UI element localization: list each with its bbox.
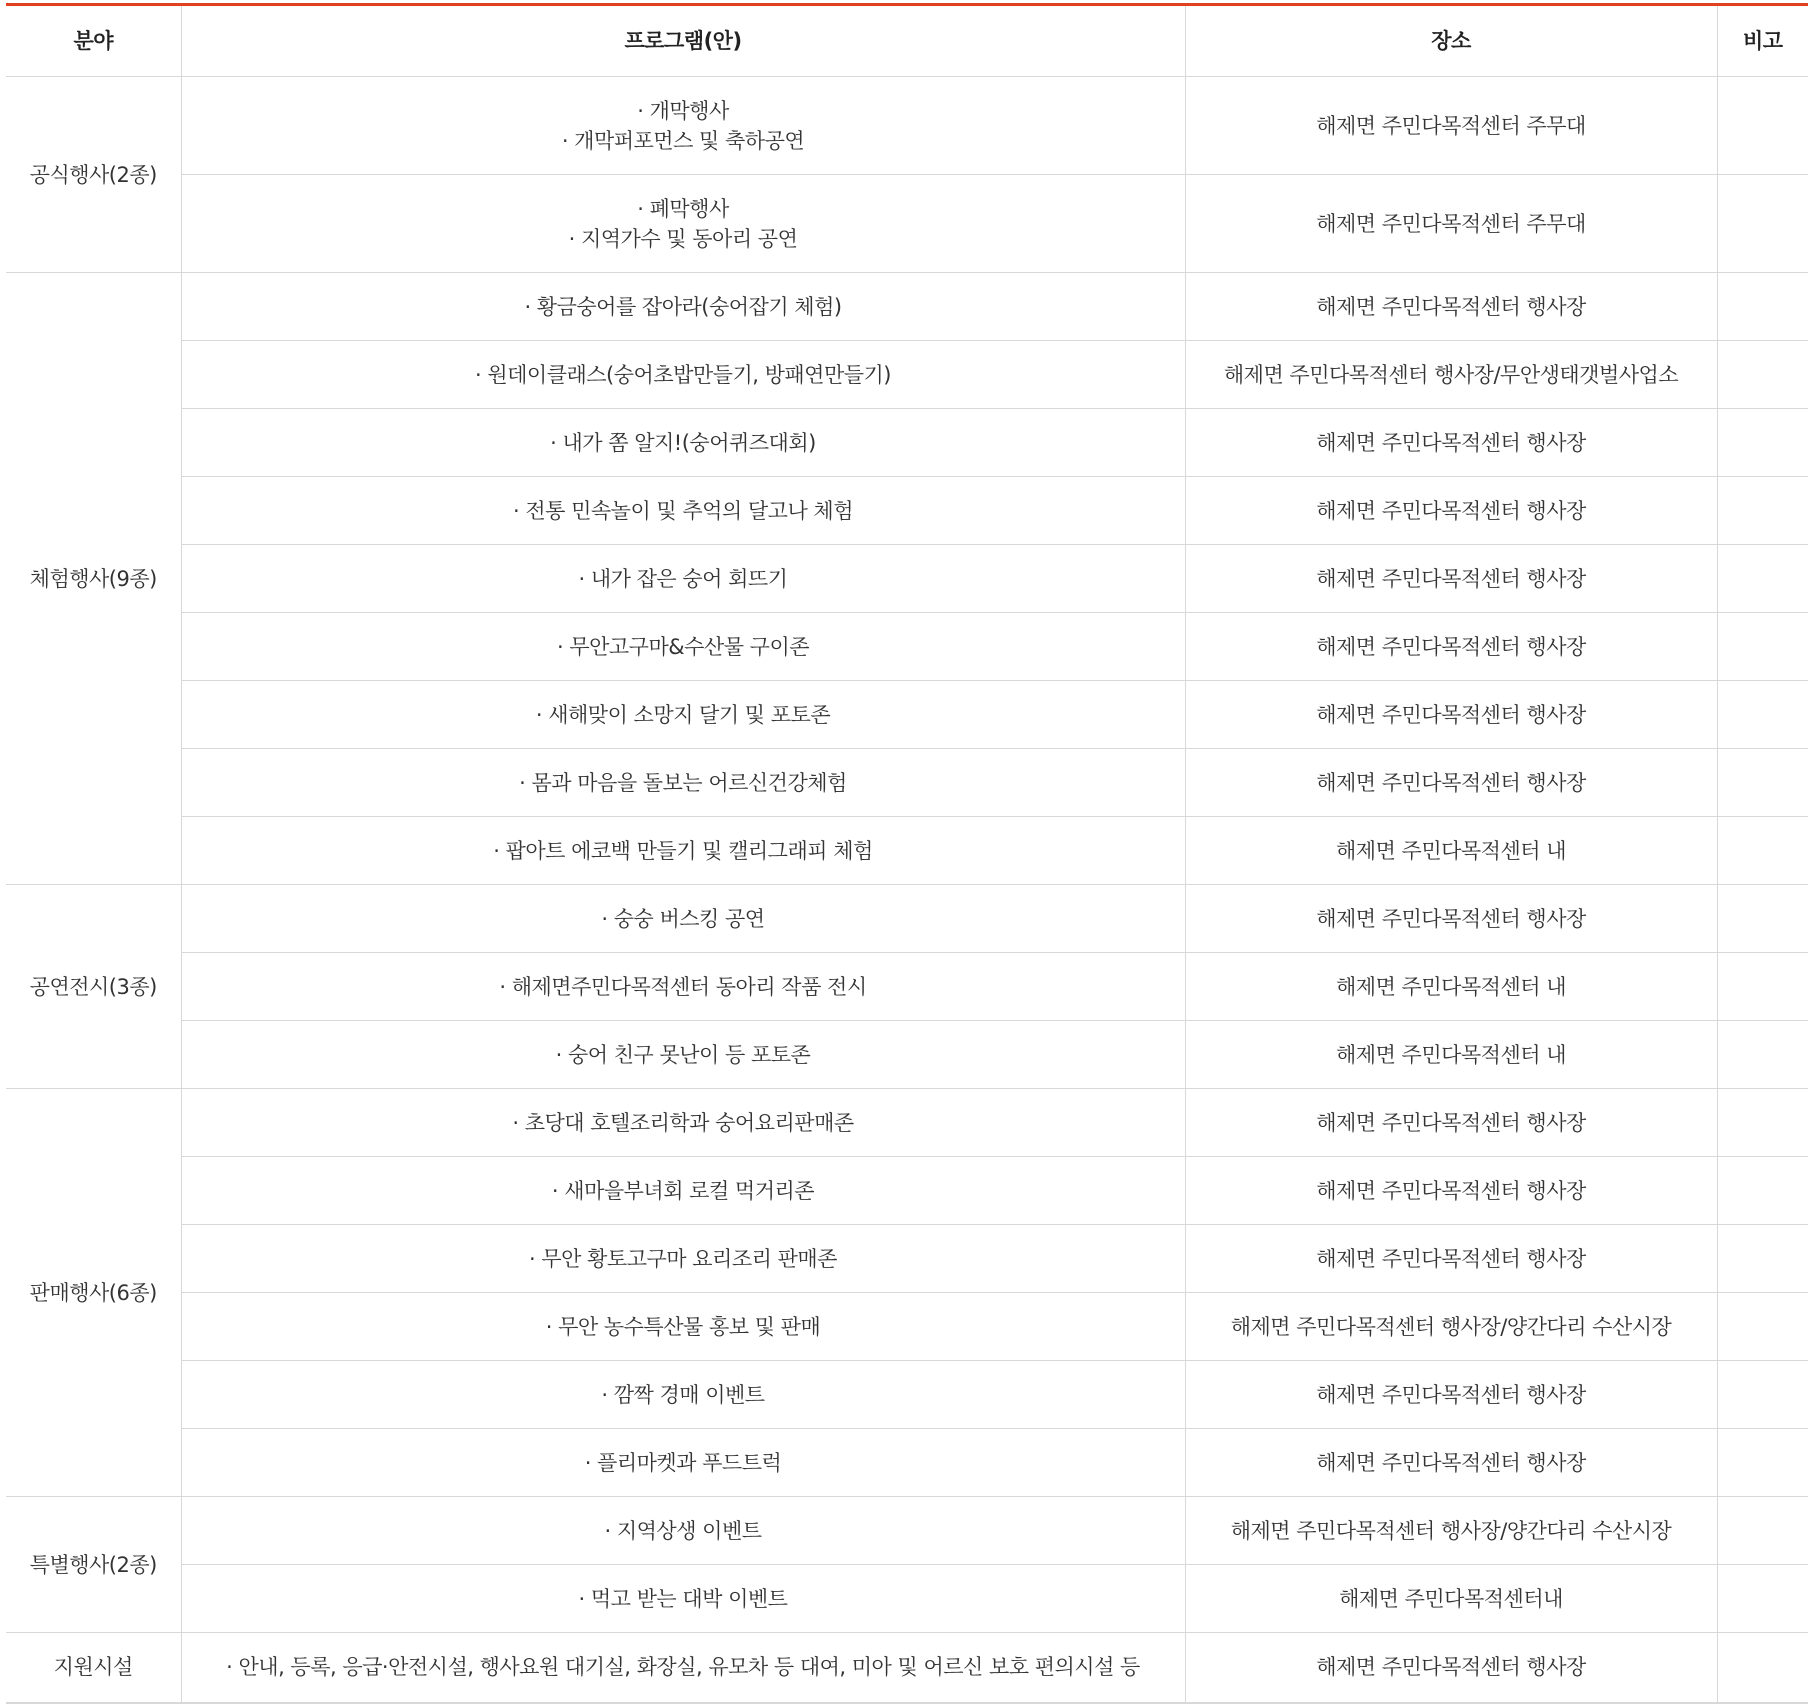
table-row [6,1497,1808,1565]
place-cell: 해제면 주민다목적센터 내 [1185,817,1717,885]
place-cell: 해제면 주민다목적센터내 [1185,1565,1717,1633]
program-line: · 숭숭 버스킹 공연 [601,906,765,931]
table-row [6,273,1808,341]
note-cell [1717,1225,1808,1293]
program-line: · 깜짝 경매 이벤트 [601,1382,765,1407]
program-cell [181,953,1185,1021]
note-cell [1717,1089,1808,1157]
category-cell: 공연전시(3종) [6,885,181,1089]
place-cell: 해제면 주민다목적센터 행사장/무안생태갯벌사업소 [1185,341,1717,409]
place-cell: 해제면 주민다목적센터 내 [1185,1021,1717,1089]
table-row [6,613,1808,681]
note-cell [1717,409,1808,477]
table-row [6,1157,1808,1225]
program-cell [181,885,1185,953]
note-cell [1717,1565,1808,1633]
place-cell: 해제면 주민다목적센터 행사장 [1185,1633,1717,1703]
program-line: · 무안 황토고구마 요리조리 판매존 [529,1246,837,1271]
place-cell: 해제면 주민다목적센터 행사장 [1185,885,1717,953]
program-line: · 숭어 친구 못난이 등 포토존 [555,1042,811,1067]
place-cell: 해제면 주민다목적센터 행사장 [1185,1361,1717,1429]
place-cell: 해제면 주민다목적센터 행사장 [1185,1429,1717,1497]
table-row [6,1089,1808,1157]
place-cell: 해제면 주민다목적센터 행사장/양간다리 수산시장 [1185,1497,1717,1565]
header-note: 비고 [1717,5,1808,77]
place-cell: 해제면 주민다목적센터 행사장 [1185,1157,1717,1225]
note-cell [1717,1497,1808,1565]
note-cell [1717,613,1808,681]
program-line: · 해제면주민다목적센터 동아리 작품 전시 [499,974,867,999]
table-row [6,885,1808,953]
program-cell [181,1565,1185,1633]
table-row [6,175,1808,273]
place-cell: 해제면 주민다목적센터 행사장 [1185,681,1717,749]
header-program: 프로그램(안) [181,5,1185,77]
program-line: · 먹고 받는 대박 이벤트 [578,1586,788,1611]
table-row [6,817,1808,885]
program-cell [181,175,1185,273]
program-line: · 무안 농수특산물 홍보 및 판매 [545,1314,821,1339]
table-row [6,477,1808,545]
table-row [6,681,1808,749]
note-cell [1717,341,1808,409]
note-cell [1717,681,1808,749]
program-cell [181,1633,1185,1703]
table-header-row [6,5,1808,77]
program-cell [181,613,1185,681]
place-cell: 해제면 주민다목적센터 내 [1185,953,1717,1021]
table-row [6,1293,1808,1361]
place-cell: 해제면 주민다목적센터 행사장 [1185,273,1717,341]
program-line: · 지역상생 이벤트 [604,1518,762,1543]
note-cell [1717,885,1808,953]
table-row [6,409,1808,477]
program-cell [181,1225,1185,1293]
place-cell: 해제면 주민다목적센터 행사장 [1185,749,1717,817]
program-cell [181,681,1185,749]
program-cell [181,1157,1185,1225]
place-cell: 해제면 주민다목적센터 행사장 [1185,1089,1717,1157]
note-cell [1717,77,1808,175]
program-line: · 내가 잡은 숭어 회뜨기 [578,566,788,591]
program-line: · 개막행사 [637,98,729,123]
place-cell: 해제면 주민다목적센터 주무대 [1185,77,1717,175]
program-line: · 몸과 마음을 돌보는 어르신건강체험 [519,770,847,795]
table-row [6,1633,1808,1703]
category-cell: 특별행사(2종) [6,1497,181,1633]
category-cell: 지원시설 [6,1633,181,1703]
table-row [6,1565,1808,1633]
place-cell: 해제면 주민다목적센터 행사장 [1185,545,1717,613]
table-body [6,77,1808,1703]
note-cell [1717,1157,1808,1225]
note-cell [1717,273,1808,341]
note-cell [1717,1293,1808,1361]
program-cell [181,477,1185,545]
program-line: · 새마을부녀회 로컬 먹거리존 [551,1178,815,1203]
table-row [6,1361,1808,1429]
program-cell [181,817,1185,885]
program-cell [181,341,1185,409]
header-place: 장소 [1185,5,1717,77]
category-cell: 공식행사(2종) [6,77,181,273]
program-line: · 플리마켓과 푸드트럭 [584,1450,782,1475]
note-cell [1717,953,1808,1021]
table-row [6,1021,1808,1089]
header-category: 분야 [6,5,181,77]
program-line: · 새해맞이 소망지 달기 및 포토존 [535,702,831,727]
note-cell [1717,1429,1808,1497]
note-cell [1717,477,1808,545]
note-cell [1717,1361,1808,1429]
place-cell: 해제면 주민다목적센터 행사장 [1185,613,1717,681]
place-cell: 해제면 주민다목적센터 주무대 [1185,175,1717,273]
table-row [6,1225,1808,1293]
program-line: · 지역가수 및 동아리 공연 [568,226,798,251]
note-cell [1717,1633,1808,1703]
program-cell [181,77,1185,175]
note-cell [1717,749,1808,817]
program-line: · 황금숭어를 잡아라(숭어잡기 체험) [524,294,842,319]
place-cell: 해제면 주민다목적센터 행사장 [1185,1225,1717,1293]
category-cell: 판매행사(6종) [6,1089,181,1497]
program-cell [181,1361,1185,1429]
program-cell [181,545,1185,613]
note-cell [1717,175,1808,273]
note-cell [1717,545,1808,613]
note-cell [1717,817,1808,885]
program-line: · 무안고구마&수산물 구이존 [556,634,810,659]
table-row [6,1429,1808,1497]
table-row [6,953,1808,1021]
program-line: · 폐막행사 [637,196,729,221]
note-cell [1717,1021,1808,1089]
program-cell [181,1293,1185,1361]
program-line: · 내가 쫌 알지!(숭어퀴즈대회) [550,430,816,455]
table-row [6,341,1808,409]
place-cell: 해제면 주민다목적센터 행사장 [1185,409,1717,477]
program-table [6,3,1808,1704]
place-cell: 해제면 주민다목적센터 행사장 [1185,477,1717,545]
program-line: · 원데이클래스(숭어초밥만들기, 방패연만들기) [474,362,892,387]
program-line: · 안내, 등록, 응급·안전시설, 행사요원 대기실, 화장실, 유모차 등 대여, 미아 및 어르신 보호 편의시설 등 [226,1655,1140,1680]
program-cell [181,273,1185,341]
program-cell [181,1429,1185,1497]
category-cell: 체험행사(9종) [6,273,181,885]
table-row [6,545,1808,613]
program-line: · 팝아트 에코백 만들기 및 캘리그래피 체험 [493,838,873,863]
table-row [6,749,1808,817]
program-cell [181,749,1185,817]
place-cell: 해제면 주민다목적센터 행사장/양간다리 수산시장 [1185,1293,1717,1361]
program-cell [181,409,1185,477]
table-row [6,77,1808,175]
program-cell [181,1021,1185,1089]
program-line: · 개막퍼포먼스 및 축하공연 [561,128,805,153]
program-line: · 초당대 호텔조리학과 숭어요리판매존 [512,1110,854,1135]
program-cell [181,1089,1185,1157]
program-cell [181,1497,1185,1565]
program-line: · 전통 민속놀이 및 추억의 달고나 체험 [512,498,854,523]
